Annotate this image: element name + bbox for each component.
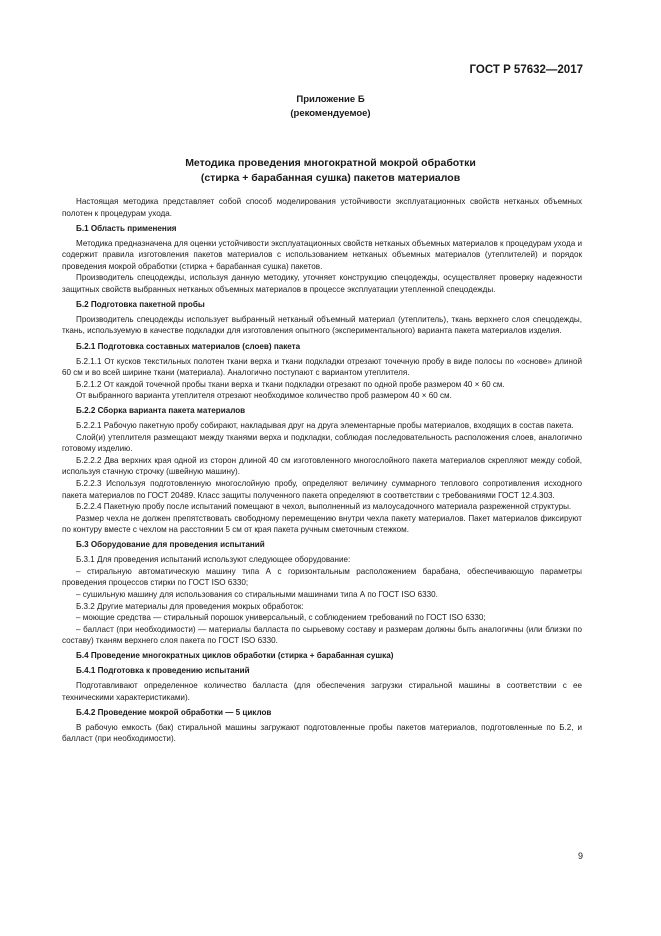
body-paragraph: Настоящая методика представляет собой способ моделирования устойчивости эксплуатационных свойств нетканых объемных полотен к процедурам ухода.: [62, 197, 582, 218]
section-title-line-1: Методика проведения многократной мокрой обработки: [185, 157, 476, 169]
section-title-line-2: (стирка + барабанная сушка) пакетов материалов: [200, 172, 461, 184]
body-paragraph: Методика предназначена для оценки устойчивости эксплуатационных свойств нетканых объемных материалов к процедурам ухода и содержит правила изготовления пакетов материалов с использованием нетканых объемных материалов (утеплителей) и порядок проведения мокрой обработки (стирка + барабанная сушка) пакетов.: [62, 238, 582, 271]
section-heading: Б.2.1 Подготовка составных материалов (слоев) пакета: [76, 341, 301, 351]
appendix-label: Приложение Б: [296, 94, 365, 105]
body-paragraph: Б.2.2.1 Рабочую пакетную пробу собирают, накладывая друг на друга элементарные пробы материалов, входящих в состав пакета.: [76, 421, 574, 431]
body-paragraph: – балласт (при необходимости) — материалы балласта по сырьевому составу и размерам должны быть аналогичны (или близки по составу) тканям верхнего слоя пакета по ГОСТ ISO 6330.: [62, 624, 582, 646]
body-paragraph: Б.2.2.3 Используя подготовленную многослойную пробу, определяют величину суммарного теплового сопротивления исходного пакета материалов по ГОСТ 20489. Класс защиты полученного пакета определяют в соответствии с требованиями ГОСТ 12.4.303.: [62, 479, 582, 500]
page-number: 9: [577, 851, 583, 861]
section-heading: Б.4.1 Подготовка к проведению испытаний: [76, 666, 250, 676]
section-heading: Б.2.2 Сборка варианта пакета материалов: [76, 406, 246, 416]
section-heading: Б.1 Область применения: [76, 223, 177, 233]
body-paragraph: В рабочую емкость (бак) стиральной машины загружают подготовленные пробы пакетов материалов, подготовленные по Б.2, и балласт (при необходимости).: [62, 722, 582, 744]
appendix-status: (рекомендуемое): [290, 108, 371, 119]
body-paragraph: Б.2.1.1 От кусков текстильных полотен ткани верха и ткани подкладки отрезают точечную пробу в виде полосы по «основе» длиной 60 см и во всей ширине ткани (материала). Аналогично поступают с вариантом утеплителя.: [62, 356, 582, 378]
section-heading: Б.4 Проведение многократных циклов обработки (стирка + барабанная сушка): [76, 651, 394, 661]
body-paragraph: Подготавливают определенное количество балласта (для обеспечения загрузки стиральной машины в соответствии с ее техническими характеристиками).: [62, 681, 582, 702]
section-heading: Б.4.2 Проведение мокрой обработки — 5 циклов: [76, 707, 272, 717]
body-paragraph: Размер чехла не должен препятствовать свободному перемещению внутри чехла пакету материалов. Пакет материалов фиксируют по контуру вместе с чехлом на расстоянии 5 см от края пакета ручным сметочным стежком.: [62, 513, 582, 535]
body-paragraph: Производитель спецодежды использует выбранный нетканый объемный материал (утеплитель), ткань верхнего слоя спецодежды, ткань, используемую в качестве подкладки для изготовления опытного (экспериментального) варианта пакета материалов изделия.: [62, 314, 582, 336]
body-paragraph: Б.2.1.2 От каждой точечной пробы ткани верха и ткани подкладки отрезают по одной пробе размером 40 × 60 см.: [76, 379, 505, 389]
body-paragraph: Б.3.1 Для проведения испытаний используют следующее оборудование:: [76, 555, 351, 565]
body-paragraph: Б.2.2.2 Два верхних края одной из сторон длиной 40 см изготовленного многослойного пакета материалов скрепляют между собой, используя стачную строчку (швейную машину).: [62, 455, 582, 477]
body-paragraph: Производитель спецодежды, используя данную методику, уточняет конструкцию спецодежды, осуществляет проверку надежности защитных свойств выбранных нетканых объемных материалов в процессе эксплуатации утепленной спецодежды.: [62, 273, 582, 294]
body-paragraph: – моющие средства — стиральный порошок универсальный, с соблюдением требований по ГОСТ ISO 6330;: [76, 613, 486, 623]
body-paragraph: – стиральную автоматическую машину типа А с горизонтальным расположением барабана, обеспечивающую параметры проведения процессов стирки по ГОСТ ISO 6330;: [62, 566, 582, 588]
document-code: ГОСТ Р 57632—2017: [469, 64, 583, 76]
section-heading: Б.2 Подготовка пакетной пробы: [76, 299, 205, 309]
body-paragraph: Б.2.2.4 Пакетную пробу после испытаний помещают в чехол, выполненный из малоусадочного материала разреженной структуры.: [76, 502, 572, 512]
body-paragraph: От выбранного варианта утеплителя отрезают необходимое количество проб размером 40 × 60 см.: [76, 391, 452, 401]
document-body: [62, 196, 582, 745]
body-paragraph: Б.3.2 Другие материалы для проведения мокрых обработок:: [76, 601, 304, 611]
section-heading: Б.3 Оборудование для проведения испытаний: [76, 540, 265, 550]
body-paragraph: Слой(и) утеплителя размещают между тканями верха и подкладки, соблюдая последовательность расположения слоев, аналогично готовому изделию.: [62, 432, 582, 454]
body-paragraph: – сушильную машину для использования со стиральными машинами типа А по ГОСТ ISO 6330.: [76, 589, 438, 599]
